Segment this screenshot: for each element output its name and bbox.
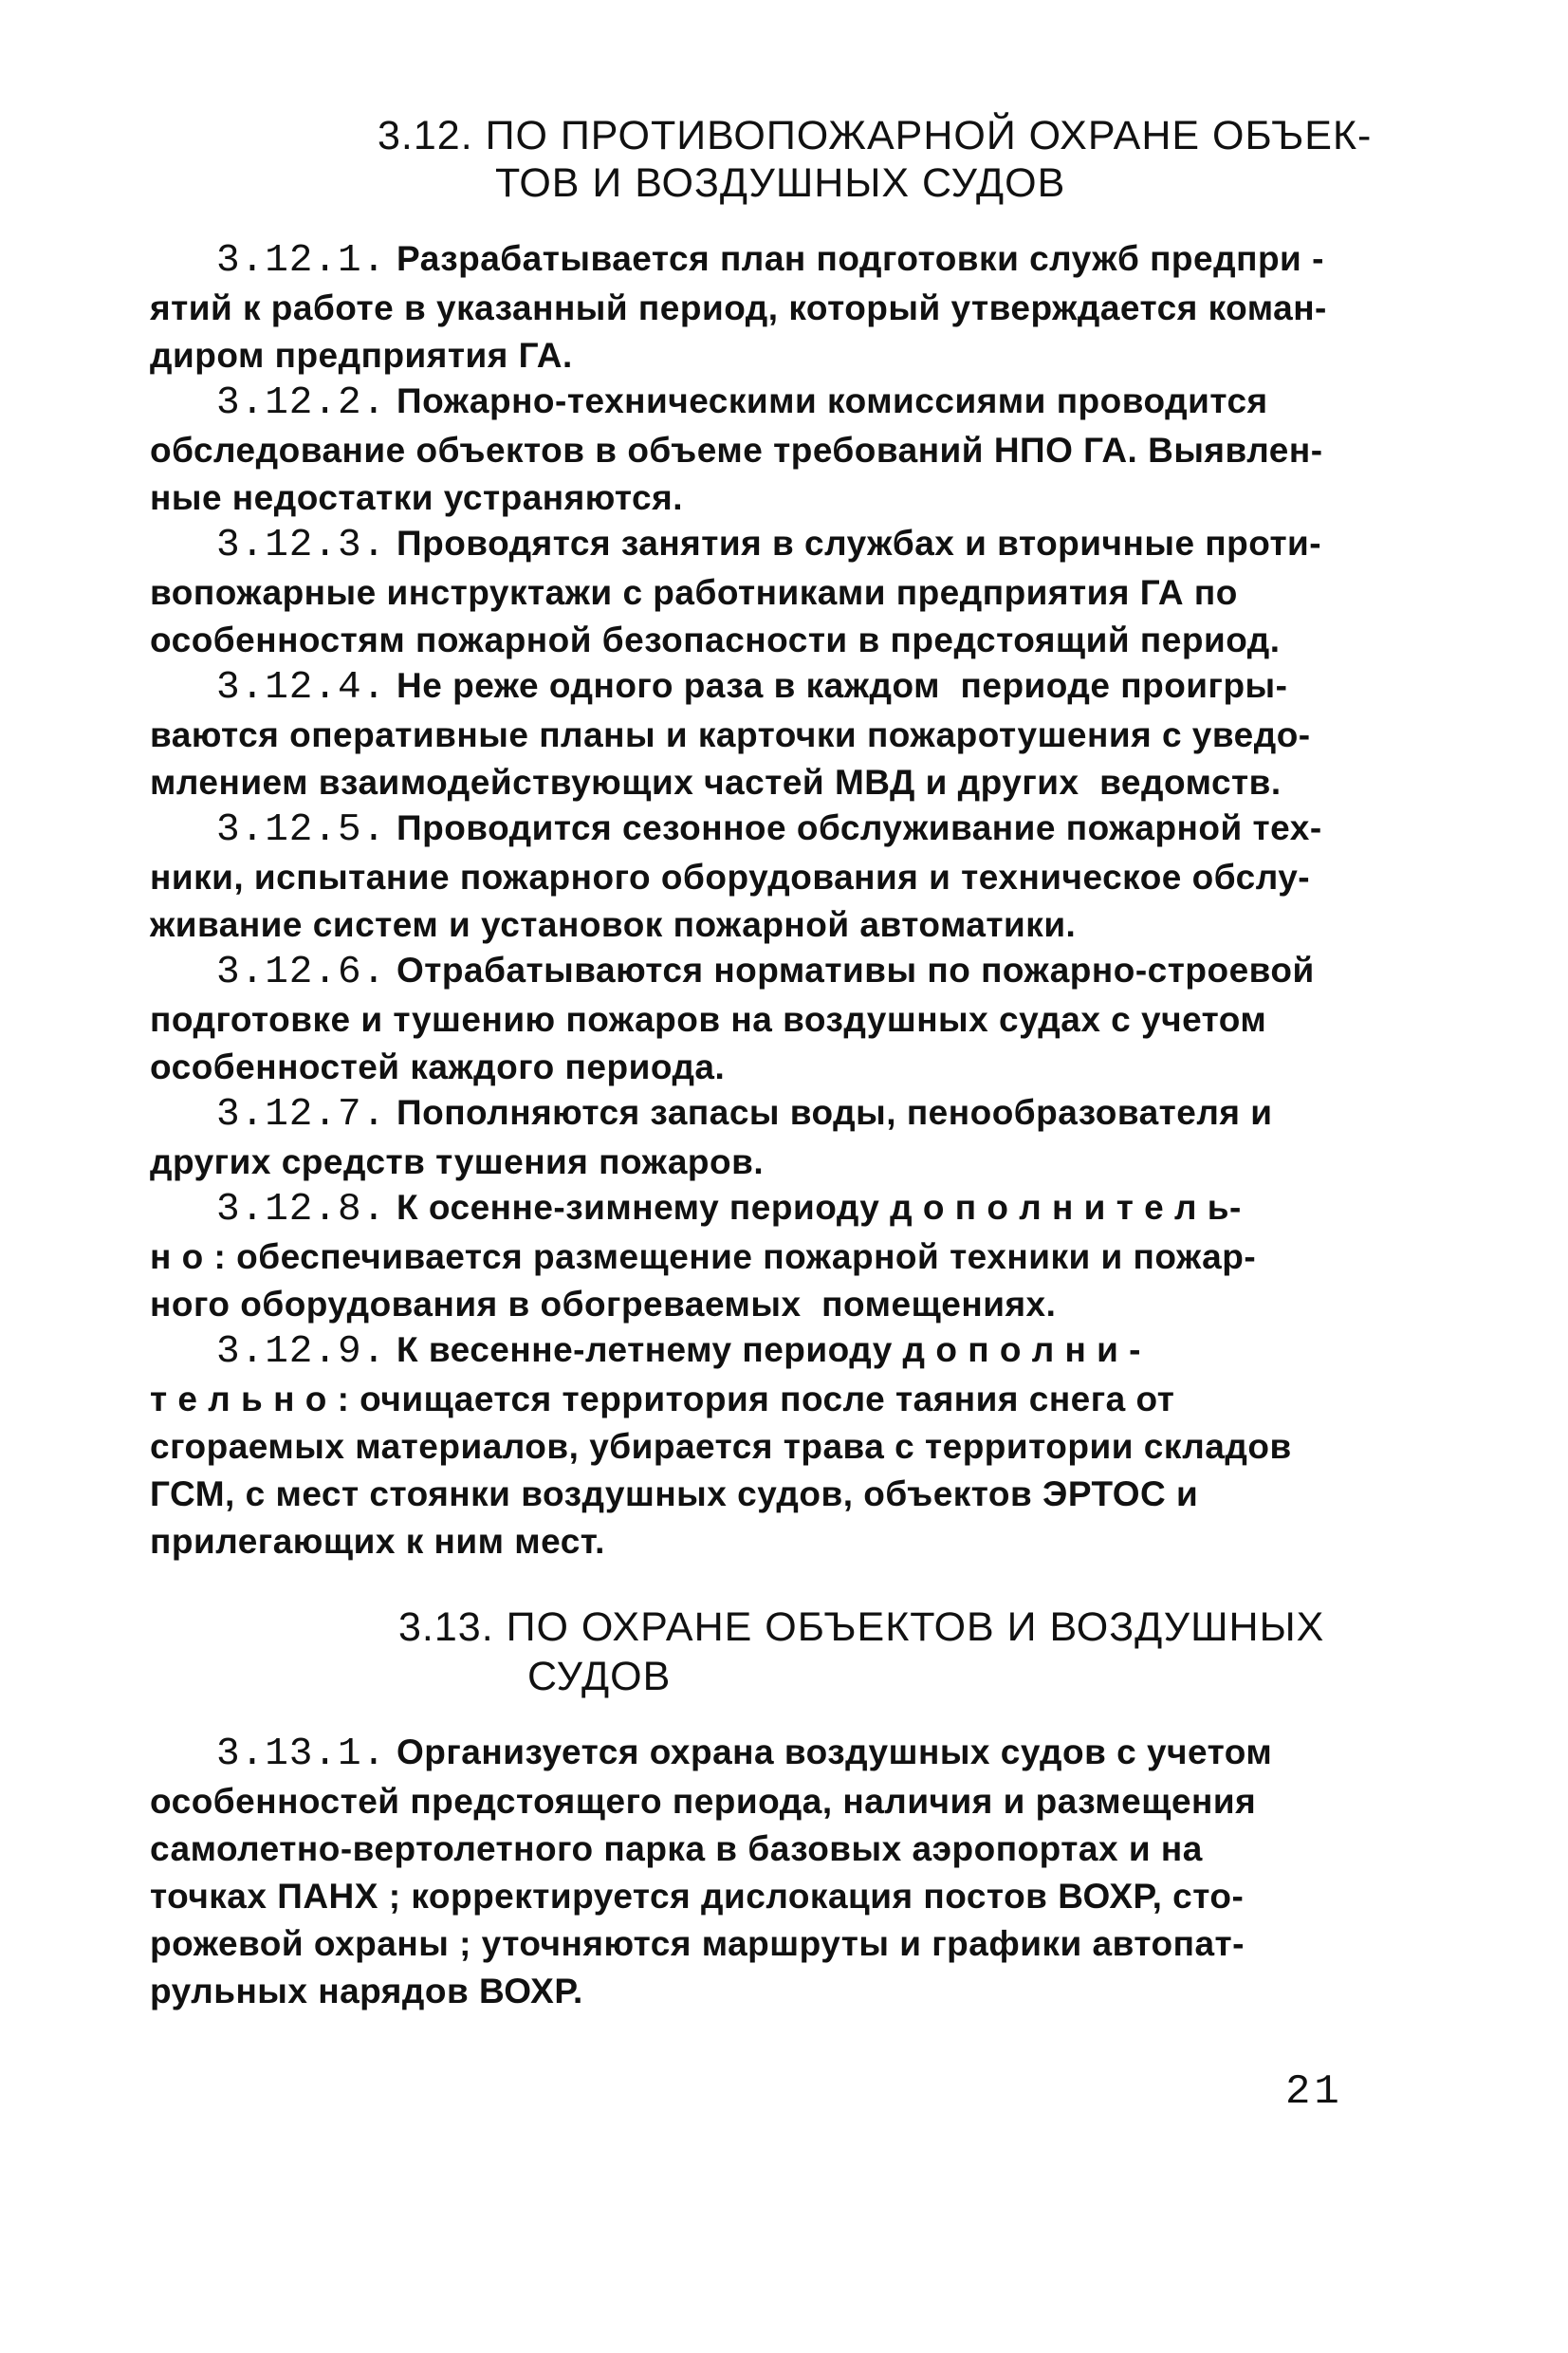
paragraph-3-12-1 [150, 235, 1464, 380]
paragraph-number: 3.12.9. [216, 1330, 387, 1374]
paragraph-line: млением взаимодействующих частей МВД и других ведомств. [150, 763, 1282, 802]
paragraph-line: Проводится сезонное обслуживание пожарной тех- [386, 808, 1322, 847]
paragraph-line: Пополняются запасы воды, пенообразователя и [386, 1093, 1273, 1132]
paragraph-line: К осенне-зимнему периоду д о п о л н и т е л ь- [386, 1188, 1242, 1227]
paragraph-line: ваются оперативные планы и карточки пожаротушения с уведо- [150, 715, 1311, 754]
paragraph-number: 3.12.6. [216, 951, 387, 994]
paragraph-3-12-4 [150, 662, 1464, 806]
paragraph-3-13-1 [150, 1729, 1464, 2015]
paragraph-number: 3.12.2. [216, 381, 387, 425]
paragraph-3-12-6 [150, 947, 1464, 1091]
paragraph-number: 3.12.3. [216, 524, 387, 567]
paragraph-line: Отрабатываются нормативы по пожарно-строевой [386, 951, 1315, 990]
section-3-13-heading-line-2: СУДОВ [527, 1654, 672, 1699]
section-3-13-heading-line-1: 3.13. ПО ОХРАНЕ ОБЪЕКТОВ И ВОЗДУШНЫХ [398, 1604, 1325, 1650]
paragraph-3-12-3 [150, 520, 1464, 664]
paragraph-3-12-5 [150, 805, 1464, 949]
page-number: 21 [1285, 2068, 1343, 2116]
paragraph-line: т е л ь н о : очищается территория после таяния снега от [150, 1380, 1175, 1418]
paragraph-number: 3.12.1. [216, 239, 387, 283]
paragraph-line: особенностей предстоящего периода, наличия и размещения [150, 1782, 1257, 1821]
paragraph-line: точках ПАНХ ; корректируется дислокация постов ВОХР, сто- [150, 1877, 1245, 1916]
paragraph-number: 3.12.4. [216, 666, 387, 710]
paragraph-line: живание систем и установок пожарной автоматики. [150, 905, 1077, 944]
section-3-12-heading-line-2: ТОВ И ВОЗДУШНЫХ СУДОВ [495, 160, 1066, 206]
paragraph-line: особенностям пожарной безопасности в предстоящий период. [150, 621, 1281, 659]
paragraph-line: сгораемых материалов, убирается трава с территории складов [150, 1427, 1292, 1466]
paragraph-line: рожевой охраны ; уточняются маршруты и графики автопат- [150, 1924, 1245, 1963]
section-3-12-heading-line-1: 3.12. ПО ПРОТИВОПОЖАРНОЙ ОХРАНЕ ОБЪЕК- [378, 113, 1373, 158]
paragraph-3-12-2 [150, 378, 1464, 522]
paragraph-number: 3.12.5. [216, 808, 387, 852]
paragraph-3-12-9 [150, 1326, 1464, 1566]
paragraph-number: 3.12.8. [216, 1188, 387, 1232]
paragraph-line: ные недостатки устраняются. [150, 478, 683, 517]
paragraph-line: ники, испытание пожарного оборудования и техническое обслу- [150, 858, 1311, 897]
paragraph-number: 3.13.1. [216, 1732, 387, 1776]
paragraph-line: Проводятся занятия в службах и вторичные проти- [386, 524, 1322, 563]
paragraph-line: Не реже одного раза в каждом периоде проигры- [386, 666, 1288, 705]
paragraph-line: рульных нарядов ВОХР. [150, 1972, 583, 2010]
paragraph-3-12-7 [150, 1089, 1464, 1186]
paragraph-line: прилегающих к ним мест. [150, 1522, 605, 1561]
paragraph-line: самолетно-вертолетного парка в базовых аэропортах и на [150, 1829, 1203, 1868]
paragraph-line: ГСМ, с мест стоянки воздушных судов, объектов ЭРТОС и [150, 1474, 1199, 1513]
paragraph-line: других средств тушения пожаров. [150, 1142, 765, 1181]
paragraph-line: Разрабатывается план подготовки служб предпри - [386, 239, 1324, 278]
paragraph-line: н о : обеспечивается размещение пожарной техники и пожар- [150, 1237, 1257, 1276]
paragraph-line: вопожарные инструктажи с работниками предприятия ГА по [150, 573, 1238, 612]
paragraph-line: К весенне-летнему периоду д о п о л н и - [386, 1330, 1141, 1369]
paragraph-line: Организуется охрана воздушных судов с учетом [386, 1732, 1273, 1771]
paragraph-line: Пожарно-техническими комиссиями проводится [386, 381, 1268, 420]
paragraph-3-12-8 [150, 1184, 1464, 1328]
paragraph-line: диром предприятия ГА. [150, 336, 573, 375]
paragraph-line: ятий к работе в указанный период, который утверждается коман- [150, 288, 1327, 327]
paragraph-line: ного оборудования в обогреваемых помещениях. [150, 1285, 1057, 1324]
paragraph-line: обследование объектов в объеме требований НПО ГА. Выявлен- [150, 431, 1323, 470]
paragraph-line: особенностей каждого периода. [150, 1047, 726, 1086]
paragraph-number: 3.12.7. [216, 1093, 387, 1137]
paragraph-line: подготовке и тушению пожаров на воздушных судах с учетом [150, 1000, 1267, 1039]
